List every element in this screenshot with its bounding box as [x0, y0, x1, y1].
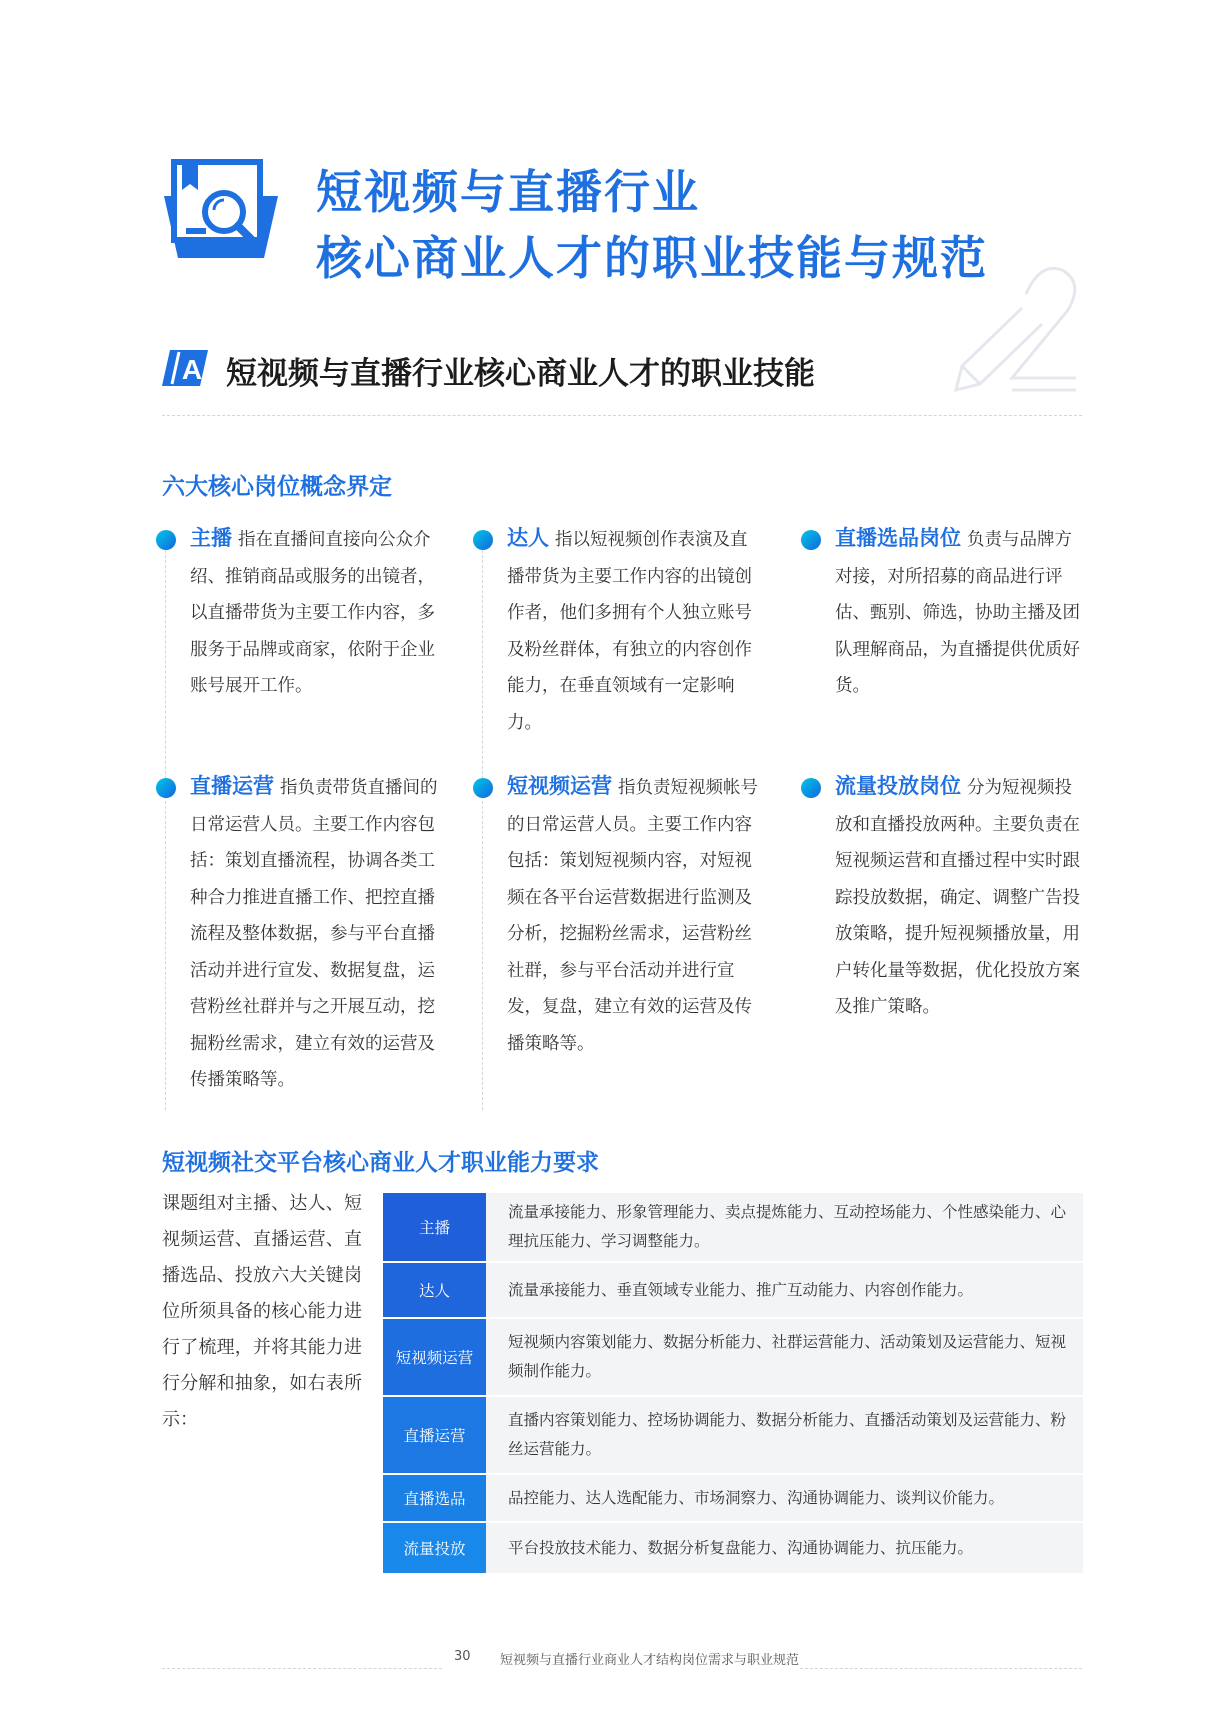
table-role-cell: 达人	[383, 1263, 486, 1317]
table-role-cell: 流量投放	[383, 1523, 486, 1573]
table-ability-cell: 直播内容策划能力、控场协调能力、数据分析能力、直播活动策划及运营能力、粉丝运营能力。	[486, 1397, 1083, 1473]
role-card	[835, 520, 1087, 705]
table-ability-cell: 平台投放技术能力、数据分析复盘能力、沟通协调能力、抗压能力。	[486, 1523, 1083, 1573]
section-a-badge	[162, 350, 208, 386]
role-desc: 指负责短视频帐号的日常运营人员。主要工作内容包括：策划短视频内容，对短视频在各平台运营数据进行监测及分析，挖掘粉丝需求，运营粉丝社群，参与平台活动并进行宣发，复盘，建立有效的运营及传播策略等。	[507, 778, 758, 1054]
role-desc: 指以短视频创作表演及直播带货为主要工作内容的出镜创作者，他们多拥有个人独立账号及粉丝群体，有独立的内容创作能力，在垂直领域有一定影响力。	[507, 530, 752, 733]
role-desc: 负责与品牌方对接，对所招募的商品进行评估、甄别、筛选，协助主播及团队理解商品，为直播提供优质好货。	[835, 530, 1080, 696]
page-title-line-1: 短视频与直播行业	[316, 165, 700, 219]
section-heading: 短视频与直播行业核心商业人才的职业技能	[226, 356, 815, 392]
bullet-dot-icon	[473, 778, 493, 798]
role-name: 直播运营	[190, 774, 274, 798]
role-card	[507, 768, 759, 1062]
role-divider	[482, 550, 483, 1110]
roles-heading: 六大核心岗位概念界定	[162, 474, 392, 500]
table-row	[383, 1193, 1083, 1261]
table-row	[383, 1523, 1083, 1573]
bullet-dot-icon	[801, 530, 821, 550]
table-ability-cell: 流量承接能力、形象管理能力、卖点提炼能力、互动控场能力、个性感染能力、心理抗压能力、学习调整能力。	[486, 1193, 1083, 1261]
section-badge-letter: A	[181, 354, 203, 385]
role-card	[507, 520, 759, 741]
bullet-dot-icon	[156, 530, 176, 550]
table-ability-cell: 品控能力、达人选配能力、市场洞察力、沟通协调能力、谈判议价能力。	[486, 1475, 1083, 1521]
role-desc: 指负责带货直播间的日常运营人员。主要工作内容包括：策划直播流程，协调各类工种合力推进直播工作、把控直播流程及整体数据，参与平台直播活动并进行宣发、数据复盘，运营粉丝社群并与之开展互动，挖掘粉丝需求，建立有效的运营及传播策略等。	[190, 778, 438, 1090]
table-row	[383, 1397, 1083, 1473]
table-role-cell: 主播	[383, 1193, 486, 1261]
page-title-line-2: 核心商业人才的职业技能与规范	[316, 231, 988, 285]
book-search-icon	[160, 158, 282, 266]
role-desc: 分为短视频投放和直播投放两种。主要负责在短视频运营和直播过程中实时跟踪投放数据，确定、调整广告投放策略，提升短视频播放量，用户转化量等数据，优化投放方案及推广策略。	[835, 778, 1080, 1017]
table-row	[383, 1263, 1083, 1317]
bullet-dot-icon	[156, 778, 176, 798]
table-ability-cell: 短视频内容策划能力、数据分析能力、社群运营能力、活动策划及运营能力、短视频制作能力。	[486, 1319, 1083, 1395]
footer-divider-right	[800, 1668, 1082, 1669]
role-name: 流量投放岗位	[835, 774, 961, 798]
table-role-cell: 直播运营	[383, 1397, 486, 1473]
table-ability-cell: 流量承接能力、垂直领域专业能力、推广互动能力、内容创作能力。	[486, 1263, 1083, 1317]
role-desc: 指在直播间直接向公众介绍、推销商品或服务的出镜者，以直播带货为主要工作内容，多服务于品牌或商家，依附于企业账号展开工作。	[190, 530, 435, 696]
decorative-pen-icon	[952, 258, 1082, 396]
role-name: 主播	[190, 526, 232, 550]
role-card	[190, 768, 442, 1099]
abilities-intro: 课题组对主播、达人、短视频运营、直播运营、直播选品、投放六大关键岗位所须具备的核心能力进行了梳理，并将其能力进行分解和抽象，如右表所示：	[162, 1193, 362, 1430]
role-name: 直播选品岗位	[835, 526, 961, 550]
bullet-dot-icon	[801, 778, 821, 798]
table-role-cell: 短视频运营	[383, 1319, 486, 1395]
abilities-heading: 短视频社交平台核心商业人才职业能力要求	[162, 1150, 599, 1176]
role-name: 短视频运营	[507, 774, 612, 798]
bullet-dot-icon	[473, 530, 493, 550]
table-role-cell: 直播选品	[383, 1475, 486, 1521]
role-card	[190, 520, 442, 705]
footer-divider-left	[162, 1668, 442, 1669]
table-row	[383, 1475, 1083, 1521]
abilities-table	[383, 1193, 1083, 1573]
footer-text: 短视频与直播行业商业人才结构岗位需求与职业规范	[500, 1653, 800, 1668]
role-divider	[165, 550, 166, 1110]
role-card	[835, 768, 1087, 1026]
table-row	[383, 1319, 1083, 1395]
section-divider	[162, 415, 1082, 416]
page-number: 30	[454, 1649, 471, 1664]
role-name: 达人	[507, 526, 549, 550]
